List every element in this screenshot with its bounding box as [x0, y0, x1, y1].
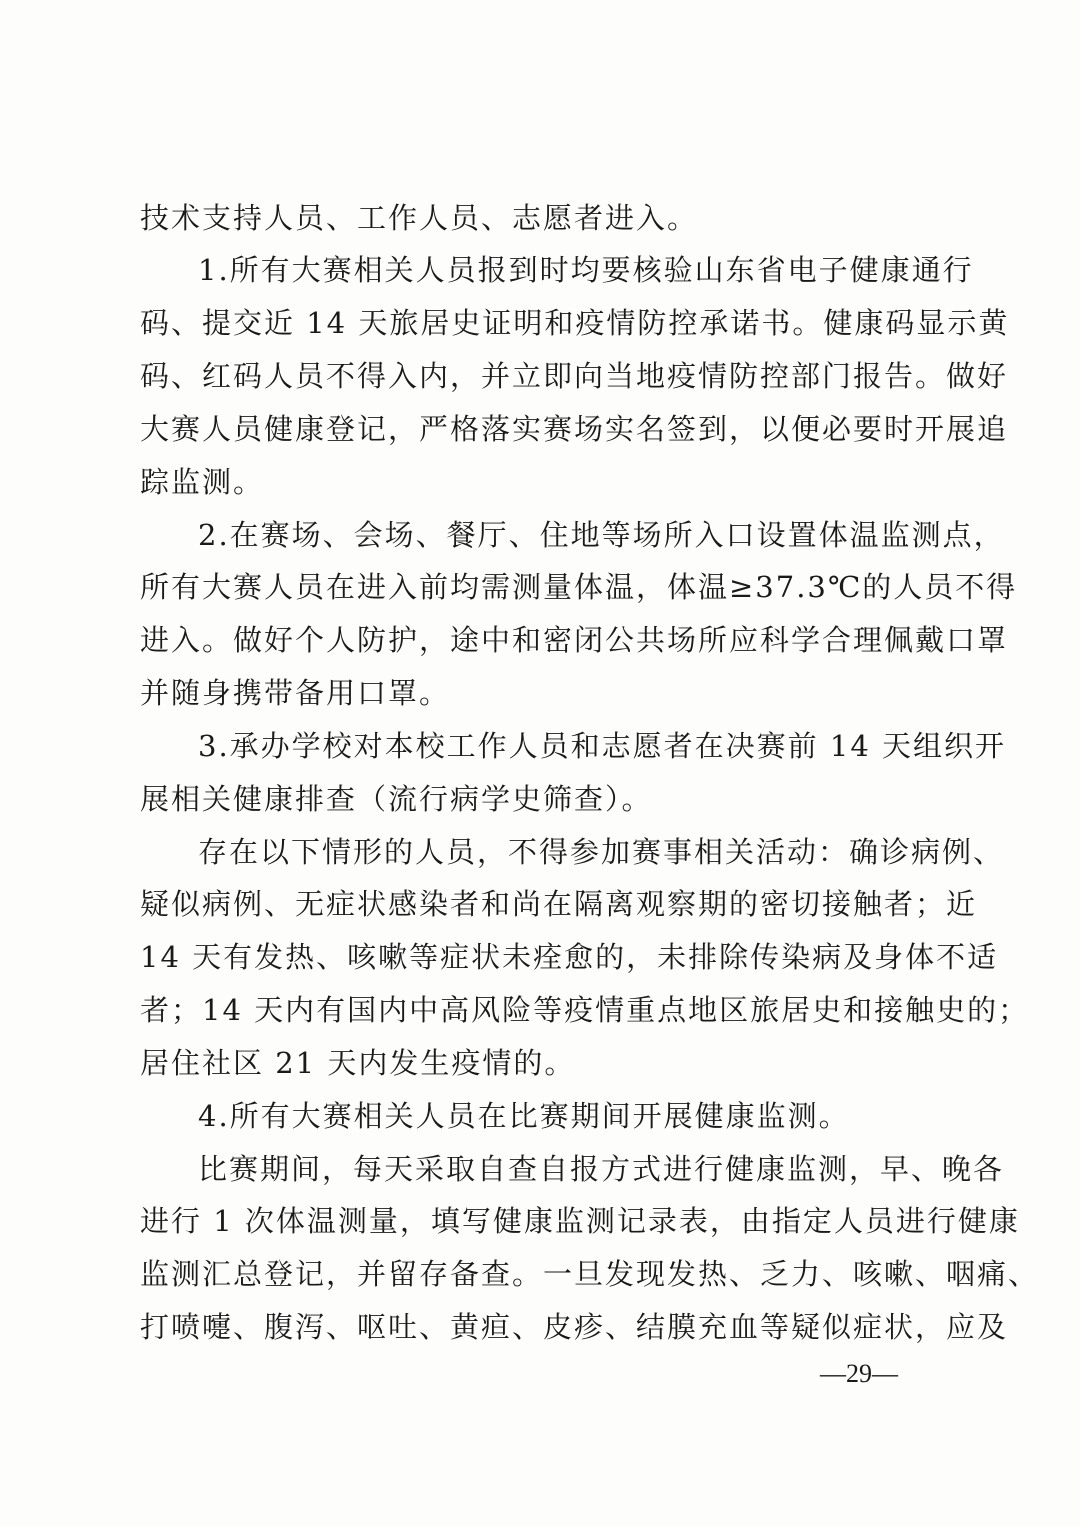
- text-line: 并随身携带备用口罩。: [140, 676, 451, 710]
- paragraph-2-heading: 2.在赛场、会场、餐厅、住地等场所入口设置体温监测点，: [198, 518, 1005, 552]
- text-line: 码、提交近 14 天旅居史证明和疫情防控承诺书。健康码显示黄: [140, 306, 1010, 340]
- paragraph-start: 存在以下情形的人员，不得参加赛事相关活动：确诊病例、: [198, 835, 1005, 869]
- text-line: 居住社区 21 天内发生疫情的。: [140, 1046, 576, 1080]
- text-line: 踪监测。: [140, 465, 265, 499]
- text-line: 者；14 天内有国内中高风险等疫情重点地区旅居史和接触史的；: [140, 993, 1030, 1027]
- text-line: 14 天有发热、咳嗽等症状未痊愈的，未排除传染病及身体不适: [140, 940, 999, 974]
- text-line: 监测汇总登记，并留存备查。一旦发现发热、乏力、咳嗽、咽痛、: [140, 1257, 1040, 1291]
- paragraph-1-heading: 1.所有大赛相关人员报到时均要核验山东省电子健康通行: [198, 253, 974, 287]
- text-line: 技术支持人员、工作人员、志愿者进入。: [140, 201, 699, 235]
- paragraph-3-heading: 3.承办学校对本校工作人员和志愿者在决赛前 14 天组织开: [198, 729, 1007, 763]
- text-line: 码、红码人员不得入内，并立即向当地疫情防控部门报告。做好: [140, 359, 1009, 393]
- paragraph-4-heading: 4.所有大赛相关人员在比赛期间开展健康监测。: [198, 1099, 850, 1133]
- text-line: 进入。做好个人防护，途中和密闭公共场所应科学合理佩戴口罩: [140, 623, 1009, 657]
- text-line: 打喷嚏、腹泻、呕吐、黄疸、皮疹、结膜充血等疑似症状，应及: [140, 1310, 1009, 1344]
- text-line: 疑似病例、无症状感染者和尚在隔离观察期的密切接触者；近: [140, 887, 978, 921]
- text-line: 大赛人员健康登记，严格落实赛场实名签到，以便必要时开展追: [140, 412, 1009, 446]
- paragraph-start: 比赛期间，每天采取自查自报方式进行健康监测，早、晚各: [198, 1152, 1005, 1186]
- text-line: 所有大赛人员在进入前均需测量体温，体温≥37.3℃的人员不得: [140, 570, 1018, 604]
- text-line: 展相关健康排查（流行病学史筛查）。: [140, 782, 653, 816]
- page-number: —29—: [820, 1359, 898, 1388]
- text-line: 进行 1 次体温测量，填写健康监测记录表，由指定人员进行健康: [140, 1204, 1020, 1238]
